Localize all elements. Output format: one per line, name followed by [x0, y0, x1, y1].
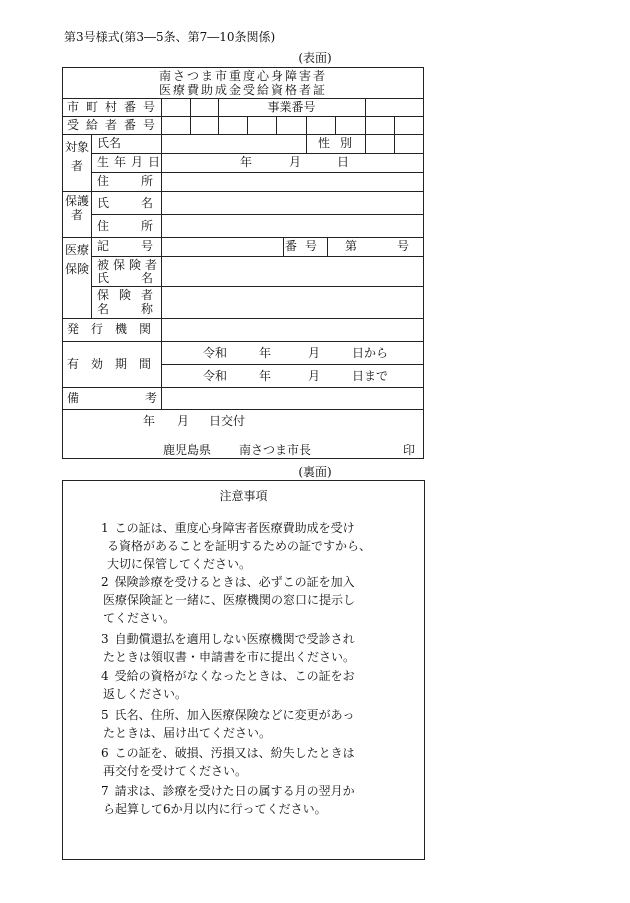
card-title-line2: 医療費助成金受給資格者証: [158, 83, 327, 97]
number-label: 番号: [284, 239, 325, 253]
issuing-agency-label: 発行機関: [67, 322, 164, 336]
number-suffix: 号: [397, 239, 410, 253]
seal-mark: 印: [403, 443, 416, 457]
note-item: 4 受給の資格がなくなったときは、この証をお 返しください。: [101, 669, 355, 701]
validity-period-label: 有効期間: [67, 357, 164, 371]
validity-from-month: 月: [308, 346, 321, 360]
gender-label: 性別: [318, 136, 363, 150]
back-side-label: (裏面): [298, 465, 332, 479]
target-person-group-label: 対象者: [64, 140, 89, 173]
business-number-label: 事業番号: [267, 100, 316, 114]
validity-from-day: 日から: [352, 346, 389, 360]
name-label: 氏名: [97, 136, 122, 150]
address-label: 住所: [97, 174, 186, 188]
issue-month: 月: [177, 414, 190, 428]
recipient-number-label: 受給者番号: [67, 118, 163, 132]
insured-name-label-line1: 被保険者: [97, 258, 162, 272]
guardian-address-label: 住所: [97, 219, 186, 233]
guardian-name-label: 氏名: [97, 196, 186, 210]
prefecture-name: 鹿児島県: [163, 443, 212, 457]
dob-day: 日: [337, 155, 350, 169]
note-item: 2 保険診療を受けるときは、必ずこの証を加入 医療保険証と一緒に、医療機関の窓口に提示し てください。: [101, 575, 356, 625]
issue-year: 年: [143, 414, 156, 428]
dob-year: 年: [240, 155, 253, 169]
validity-to-day: 日まで: [352, 369, 389, 383]
dob-month: 月: [289, 155, 302, 169]
note-item: 6 この証を、破損、汚損又は、紛失したときは 再交付を受けてください。: [101, 746, 355, 778]
notes-title: 注意事項: [219, 489, 268, 503]
remarks-label: 備考: [67, 391, 224, 405]
form-reference: 第3号様式(第3―5条、第7―10条関係): [64, 30, 276, 44]
validity-to-year: 年: [259, 369, 272, 383]
mayor-title: 南さつま市長: [239, 443, 312, 457]
note-item: 7 請求は、診療を受けた日の属する月の翌月か ら起算して6か月以内に行ってください。: [101, 784, 355, 816]
validity-from-era: 令和: [203, 346, 228, 360]
validity-from-year: 年: [259, 346, 272, 360]
insurer-name-label-line1: 保険者: [97, 288, 164, 302]
medical-insurance-group-label: 医療保険: [64, 243, 89, 276]
validity-to-month: 月: [308, 369, 321, 383]
validity-to-era: 令和: [203, 369, 228, 383]
guardian-group-label: 保護者: [64, 194, 89, 222]
dob-label: 生年月日: [97, 155, 166, 169]
insurer-name-label-line2: 名称: [97, 302, 186, 316]
number-prefix: 第: [345, 239, 358, 253]
insured-name-label-line2: 氏名: [97, 271, 186, 285]
front-side-label: (表面): [298, 51, 332, 65]
issue-day: 日交付: [209, 414, 246, 428]
card-title-line1: 南さつま市重度心身障害者: [158, 69, 327, 83]
symbol-label: 記号: [97, 239, 186, 253]
note-item: 5 氏名、住所、加入医療保険などに変更があっ たときは、届け出てください。: [101, 708, 355, 740]
front-form: [62, 67, 424, 459]
back-notes-box: [62, 480, 425, 860]
municipality-number-label: 市町村番号: [67, 100, 163, 114]
note-item: 3 自動償還払を適用しない医療機関で受診され たときは領収書・申請書を市に提出ください。: [101, 632, 356, 664]
note-item: 1 この証は、重度心身障害者医療費助成を受け る資格があることを証明するための証ですから、 大切に保管してください。: [101, 521, 372, 571]
